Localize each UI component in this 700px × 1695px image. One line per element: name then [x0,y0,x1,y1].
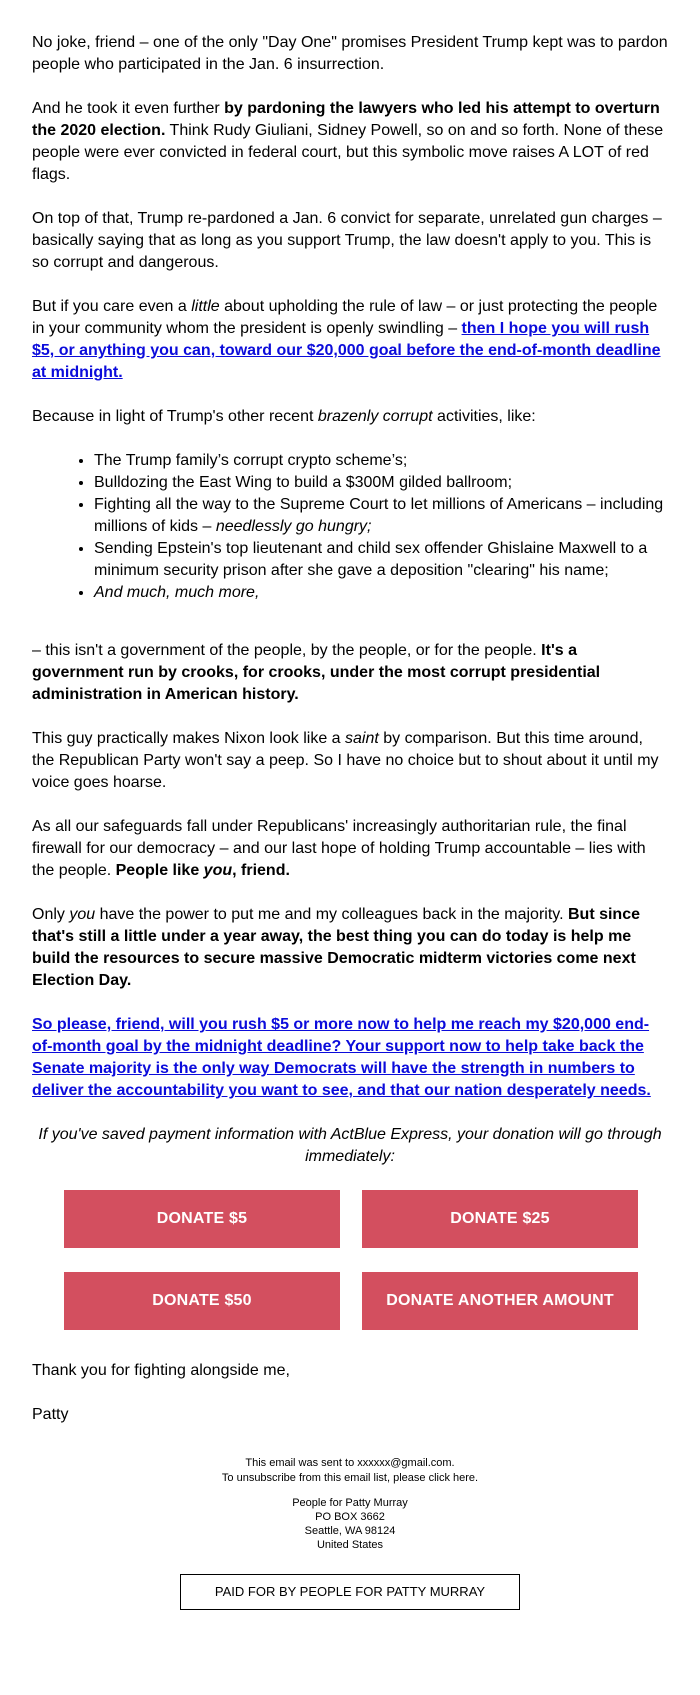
address-city: Seattle, WA 98124 [304,1525,396,1537]
unsubscribe-line [32,1471,668,1486]
text-run: about upholding the rule of law – or just protecting the people in your community whom the president is openly swindling – [32,298,658,337]
bullet-item [94,538,668,582]
signature-block [32,1360,668,1426]
paragraph [32,1124,668,1168]
committee-name: People for Patty Murray [292,1497,408,1509]
paragraph [32,32,668,76]
text-run: saint [345,730,379,747]
text-run: Think Rudy Giuliani, Sidney Powell, so on and so forth. None of these people were ever convicted in federal court, but this symbolic move raises A LOT of red flags. [32,122,664,183]
text-run: It's a government run by crooks, for crooks, under the most corrupt presidential administration in American history. [32,642,601,703]
donate-5-button[interactable]: DONATE $5 [64,1190,340,1248]
text-run: As all our safeguards fall under Republicans' increasingly authoritarian rule, the final firewall for our democracy – and our last hope of holding Trump accountable – lies with the people. [32,818,646,879]
text-run: Only [32,906,70,923]
paragraph [32,1014,668,1102]
committee-address [32,1496,668,1552]
text-run: brazenly corrupt [317,408,433,425]
text-run: If you've saved payment information with ActBlue Express, your donation will go through immediately: [38,1126,662,1165]
donate-25-button[interactable]: DONATE $25 [362,1190,638,1248]
text-run: needlessly go hungry; [215,518,372,535]
donate-another-amount-button[interactable]: DONATE ANOTHER AMOUNT [362,1272,638,1330]
bullet-item [94,472,668,494]
text-run: Sending Epstein's top lieutenant and child sex offender Ghislaine Maxwell to a minimum security prison after she gave a deposition "clearing" his name; [94,540,648,579]
paragraph [32,640,668,706]
bullet-item [94,450,668,472]
paragraph [32,904,668,992]
text-run: you [203,862,233,879]
text-run: People like [115,862,204,879]
text-run: No joke, friend – one of the only "Day One" promises President Trump kept was to pardon people who participated in the Jan. 6 insurrection. [32,34,668,73]
donate-50-button[interactable]: DONATE $50 [64,1272,340,1330]
text-run: – this isn't a government of the people, by the people, or for the people. [32,642,542,659]
sent-to-text: This email was sent to [245,1457,358,1469]
text-run: have the power to put me and my colleagues back in the majority. [95,906,568,923]
text-run: Because in light of Trump's other recent [32,408,318,425]
text-run: by comparison. But this time around, the Republican Party won't say a peep. So I have no choice but to shout about it until my voice goes hoarse. [32,730,659,791]
text-run: And much, much more, [94,584,260,601]
sent-to-line [32,1456,668,1471]
text-run: But if you care even a [32,298,192,315]
paid-for-disclaimer: PAID FOR BY PEOPLE FOR PATTY MURRAY [180,1574,520,1610]
paragraph [32,208,668,274]
text-run: little [191,298,220,315]
bullet-item [94,494,668,538]
email-body [32,32,668,1168]
donation-link[interactable]: then I hope you will rush $5, or anything you can, toward our $20,000 goal before the end-of-month deadline at midnight. [32,320,661,381]
text-run: And he took it even further [32,100,225,117]
email-footer [32,1456,668,1610]
sent-to-period: . [451,1457,455,1469]
paragraph [32,296,668,384]
paragraph [32,816,668,882]
text-run: But since that's still a little under a year away, the best thing you can do today is help me build the resources to secure massive Democratic midterm victories come next Election Day. [32,906,640,989]
unsubscribe-link[interactable]: click here [428,1472,476,1484]
text-run: The Trump family’s corrupt crypto scheme’s; [94,452,408,469]
text-run: by pardoning the lawyers who led his attempt to overturn the 2020 election. [32,100,660,139]
donation-link[interactable]: So please, friend, will you rush $5 or more now to help me reach my $20,000 end-of-month goal by the midnight deadline? Your support now to help take back the Senate majority is the only way Democrats will have the strength in numbers to deliver the accountability you want to see, and that our nation desperately needs. [32,1016,651,1099]
recipient-email: xxxxxx@gmail.com [357,1457,452,1469]
bullet-item [94,582,668,604]
unsubscribe-period: . [475,1472,479,1484]
paragraph [32,728,668,794]
signature-closing: Thank you for fighting alongside me, [32,1362,290,1379]
text-run: activities, like: [432,408,536,425]
address-po-box: PO BOX 3662 [315,1511,385,1523]
text-run: Fighting all the way to the Supreme Court to let millions of Americans – including millions of kids – [94,496,664,535]
paragraph [32,406,668,428]
text-run: On top of that, Trump re-pardoned a Jan. 6 convict for separate, unrelated gun charges – basically saying that as long as you support Trump, the law doesn't apply to you. This is so corrupt and dangerous. [32,210,662,271]
bullet-list [32,450,668,604]
text-run: you [69,906,96,923]
text-run: Bulldozing the East Wing to build a $300M gilded ballroom; [94,474,513,491]
signature-name: Patty [32,1406,69,1423]
address-country: United States [316,1539,384,1551]
donate-button-grid [64,1190,638,1330]
text-run: , friend. [232,862,290,879]
paragraph [32,98,668,186]
text-run: This guy practically makes Nixon look like a [32,730,346,747]
unsubscribe-text: To unsubscribe from this email list, please [221,1472,429,1484]
